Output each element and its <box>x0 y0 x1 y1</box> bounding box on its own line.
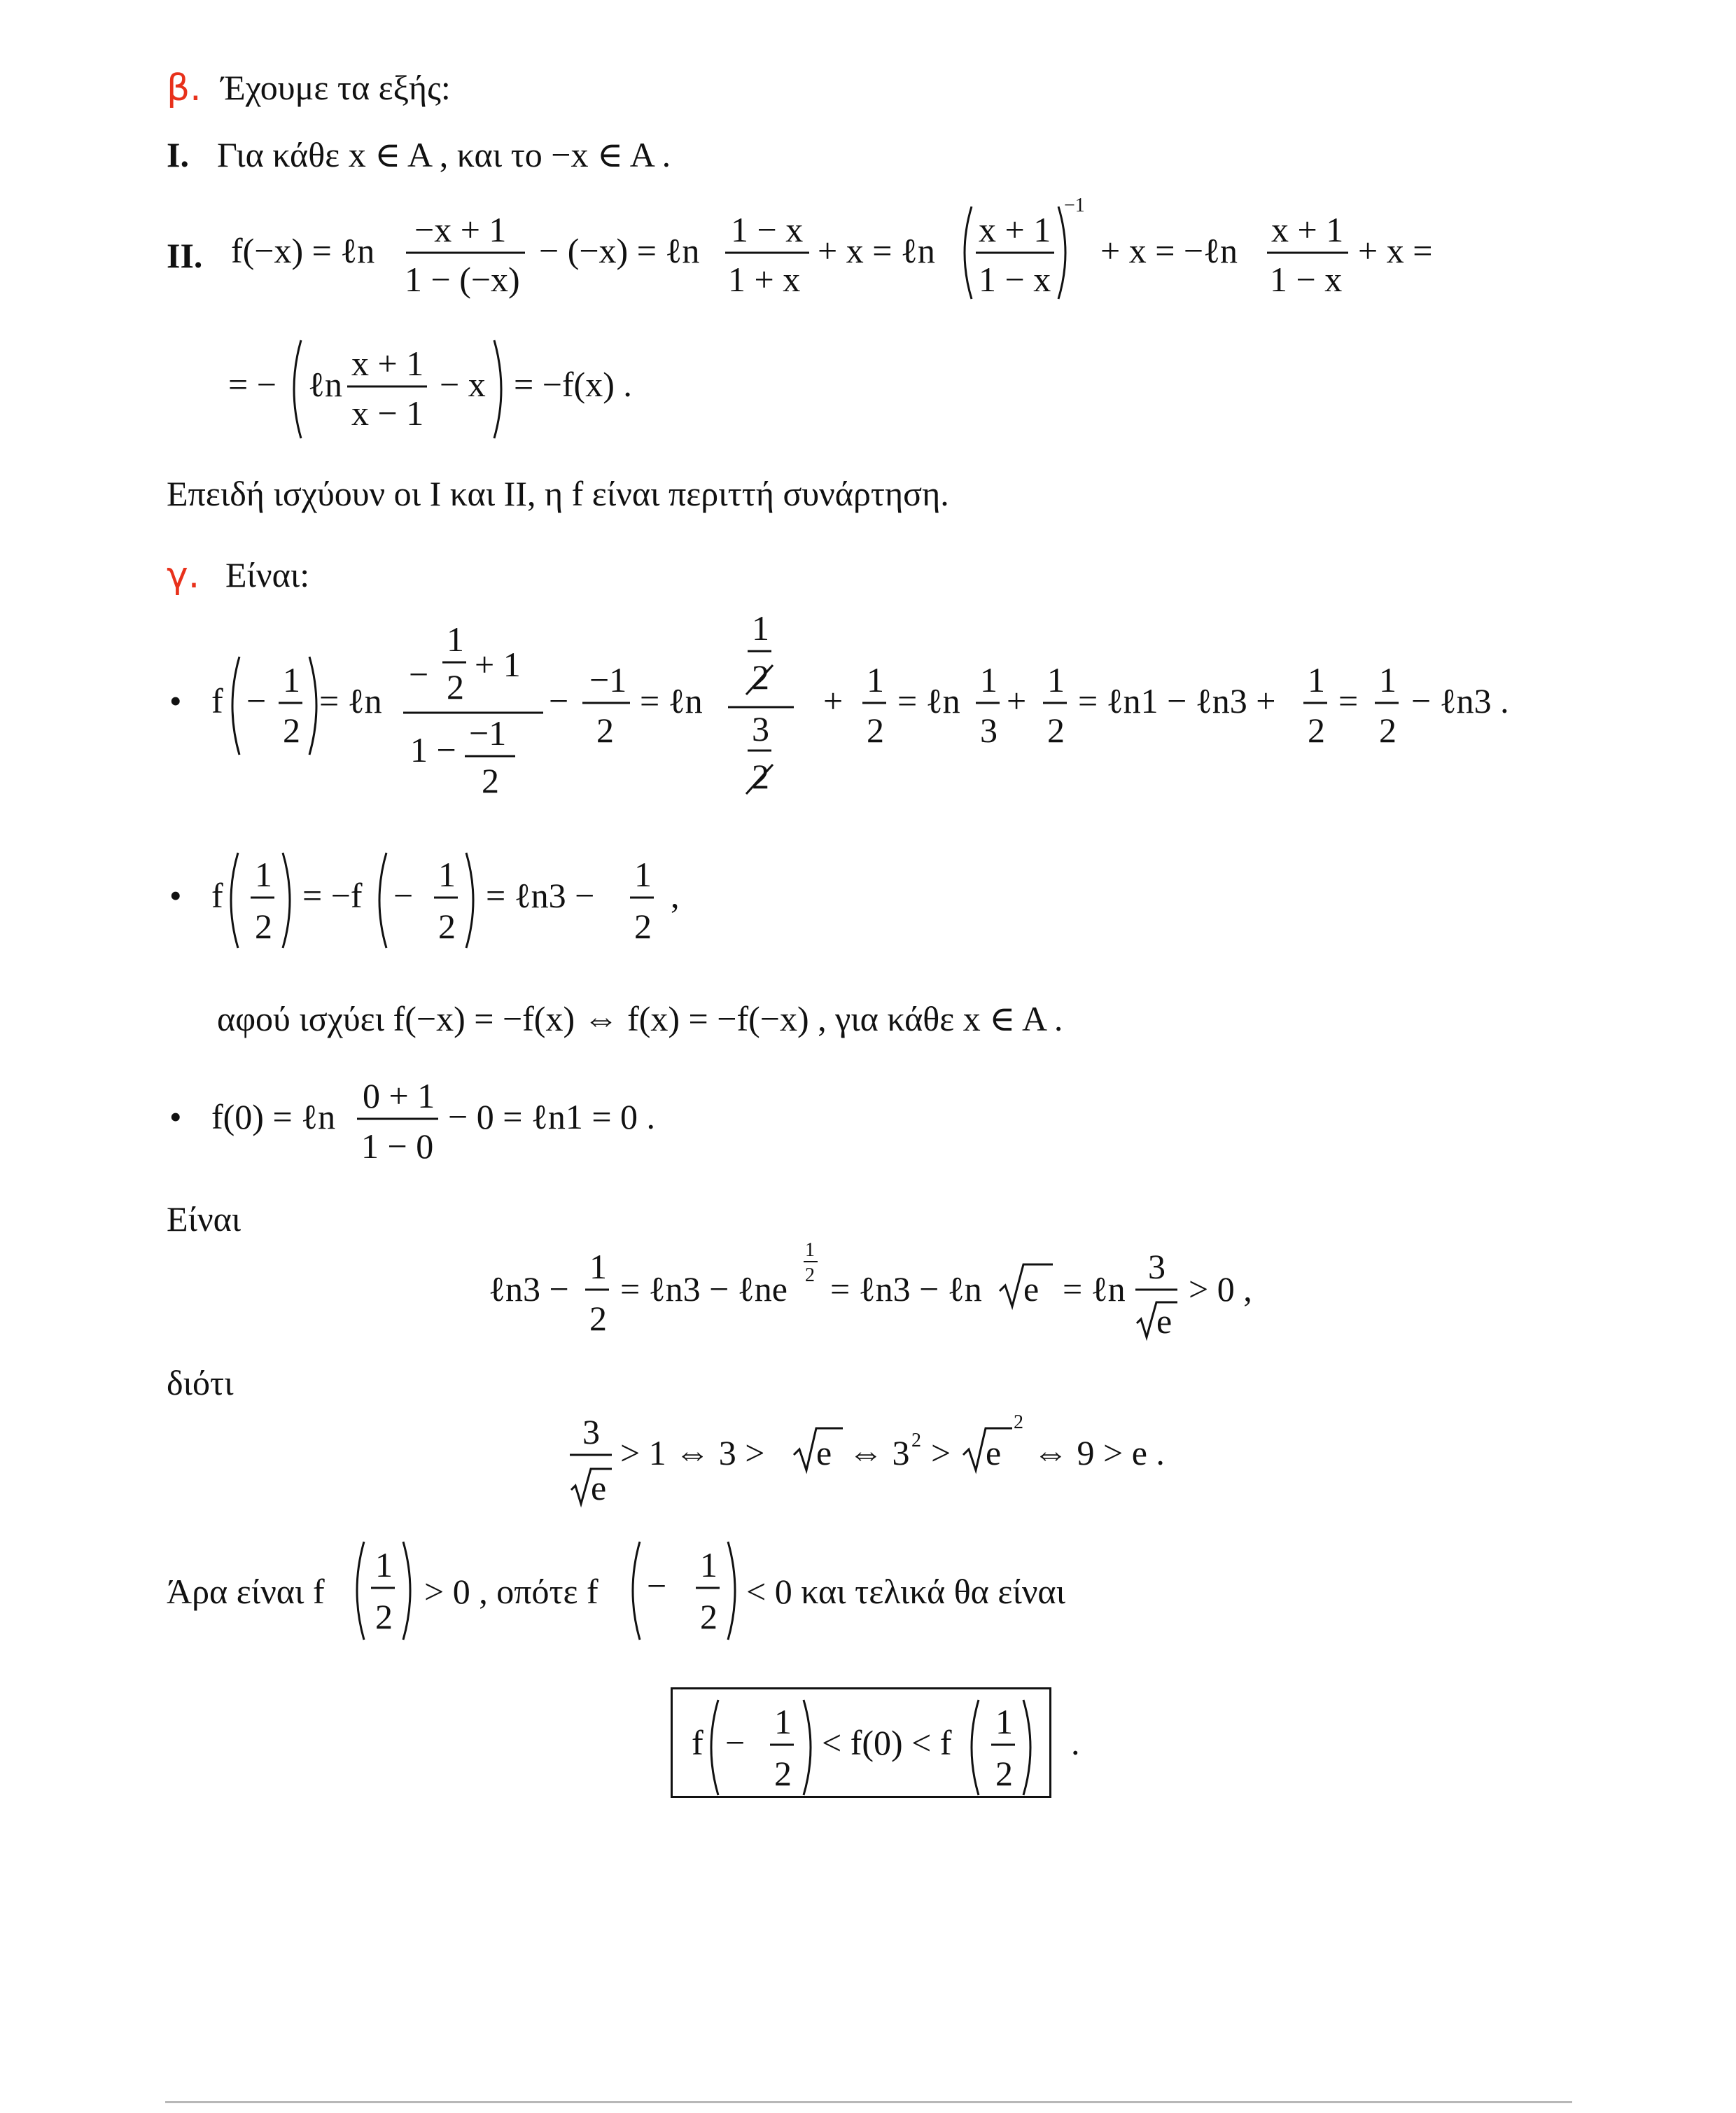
svg-text:1: 1 <box>255 855 272 894</box>
svg-text:f: f <box>211 681 223 720</box>
ara-end: < 0 και τελικά θα είναι <box>746 1572 1066 1611</box>
formula-gamma-bullet3 <box>169 1076 655 1166</box>
svg-text:e: e <box>816 1433 832 1472</box>
svg-text:2: 2 <box>283 711 300 750</box>
svg-text:−: − <box>409 655 429 694</box>
svg-text:2: 2 <box>1047 711 1065 750</box>
svg-text:1: 1 <box>447 620 464 659</box>
svg-text:1: 1 <box>438 855 456 894</box>
svg-text:−: − <box>725 1723 746 1762</box>
svg-text:3: 3 <box>582 1412 600 1451</box>
svg-text:= ℓn: = ℓn <box>319 681 382 720</box>
svg-text:− ℓn3 .: − ℓn3 . <box>1411 681 1509 720</box>
svg-text:+ x =: + x = <box>1358 231 1433 270</box>
svg-text:= ℓn: = ℓn <box>1063 1269 1126 1309</box>
formula-gamma-bullet2 <box>169 853 680 948</box>
gamma-label: γ. <box>167 555 200 597</box>
formula-ii-line2 <box>228 340 632 438</box>
svg-text:= ℓn3 − ℓne: = ℓn3 − ℓne <box>620 1269 788 1309</box>
svg-text:f(0) = ℓn: f(0) = ℓn <box>211 1097 336 1136</box>
svg-text:2: 2 <box>1308 711 1325 750</box>
svg-text:f: f <box>211 876 223 915</box>
svg-text:= ℓn1 − ℓn3 +: = ℓn1 − ℓn3 + <box>1078 681 1276 720</box>
svg-text:ℓn3 −: ℓn3 − <box>489 1269 569 1309</box>
svg-text:.: . <box>1071 1723 1080 1762</box>
svg-text:•: • <box>169 876 182 915</box>
formula-final <box>692 1700 1080 1795</box>
svg-text:2: 2 <box>438 907 456 946</box>
svg-text:1: 1 <box>589 1247 607 1286</box>
gamma-since-text: αφού ισχύει f(−x) = −f(x) ⇔ f(x) = −f(−x) , για κάθε x ∈ A . <box>217 999 1063 1038</box>
svg-text:1: 1 <box>1047 660 1065 699</box>
svg-text:e: e <box>986 1433 1002 1472</box>
svg-text:f(−x) = ℓn: f(−x) = ℓn <box>231 231 375 270</box>
svg-text:−1: −1 <box>1064 195 1085 216</box>
svg-text:1 −: 1 − <box>410 730 456 769</box>
formula-ara <box>357 1542 735 1640</box>
svg-text:1 + x: 1 + x <box>728 260 801 299</box>
svg-text:1 − 0: 1 − 0 <box>361 1127 434 1166</box>
svg-text:3: 3 <box>752 709 769 748</box>
beta-label: β. <box>167 67 202 109</box>
svg-text:=: = <box>1338 681 1359 720</box>
svg-text:2: 2 <box>589 1299 607 1338</box>
item-ii-label: II. <box>167 236 203 275</box>
svg-text:1: 1 <box>805 1239 815 1261</box>
svg-text:= −f(x) .: = −f(x) . <box>514 365 632 404</box>
svg-text:0 + 1: 0 + 1 <box>363 1076 435 1115</box>
svg-text:1: 1 <box>752 608 769 648</box>
svg-text:= −: = − <box>228 365 276 404</box>
svg-text:•: • <box>169 1097 182 1136</box>
svg-text:= ℓn: = ℓn <box>897 681 960 720</box>
ara-mid: > 0 , οπότε f <box>424 1572 598 1611</box>
svg-text:e: e <box>1023 1269 1040 1309</box>
formula-gamma-bullet1 <box>169 608 1509 800</box>
svg-text:1: 1 <box>634 855 652 894</box>
svg-text:+ x = ℓn: + x = ℓn <box>818 231 935 270</box>
svg-text:2: 2 <box>752 757 769 796</box>
beta-conclusion-text: Επειδή ισχύουν οι I και II, η f είναι περιττή συνάρτηση. <box>167 474 949 513</box>
formula-dioti <box>570 1411 1165 1507</box>
svg-text:+: + <box>1007 681 1027 720</box>
svg-text:⇔ 3: ⇔ 3 <box>848 1433 910 1472</box>
svg-text:1: 1 <box>700 1545 718 1584</box>
gamma-dioti-text: διότι <box>167 1363 234 1402</box>
svg-text:e: e <box>591 1468 607 1507</box>
svg-text:,: , <box>671 876 680 915</box>
svg-text:−1: −1 <box>589 660 627 699</box>
svg-text:1 − (−x): 1 − (−x) <box>405 260 520 299</box>
svg-text:2: 2 <box>867 711 884 750</box>
svg-text:f: f <box>692 1723 704 1762</box>
svg-text:−: − <box>246 681 267 720</box>
svg-text:< f(0) < f: < f(0) < f <box>822 1723 952 1762</box>
svg-text:2: 2 <box>700 1597 718 1636</box>
formula-ln3 <box>489 1239 1252 1341</box>
gamma-eimai-text: Είναι <box>167 1199 241 1239</box>
svg-text:− x: − x <box>440 365 486 404</box>
svg-text:2: 2 <box>995 1754 1013 1793</box>
svg-text:2: 2 <box>1379 711 1396 750</box>
svg-text:1 − x: 1 − x <box>1270 260 1343 299</box>
svg-text:+ 1: + 1 <box>475 645 521 684</box>
svg-text:−: − <box>393 876 414 915</box>
svg-text:1: 1 <box>867 660 884 699</box>
svg-text:x − 1: x − 1 <box>351 393 424 433</box>
svg-text:1 − x: 1 − x <box>979 260 1051 299</box>
item-i-text: Για κάθε x ∈ A , και το −x ∈ A . <box>217 135 671 174</box>
svg-text:1: 1 <box>1379 660 1396 699</box>
svg-text:2: 2 <box>911 1430 921 1451</box>
svg-text:x + 1: x + 1 <box>979 210 1051 249</box>
svg-text:−: − <box>549 681 569 720</box>
svg-text:1: 1 <box>980 660 997 699</box>
svg-text:+ x = −ℓn: + x = −ℓn <box>1100 231 1238 270</box>
svg-text:2: 2 <box>634 907 652 946</box>
svg-text:•: • <box>169 681 182 720</box>
svg-text:+: + <box>823 681 844 720</box>
gamma-intro: Είναι: <box>225 555 310 594</box>
svg-text:1: 1 <box>1308 660 1325 699</box>
svg-text:ℓn: ℓn <box>308 365 342 404</box>
svg-text:>: > <box>931 1433 951 1472</box>
svg-text:= −f: = −f <box>302 876 363 915</box>
beta-intro: Έχουμε τα εξής: <box>221 68 451 107</box>
svg-text:⇔ 9 > e .: ⇔ 9 > e . <box>1033 1433 1165 1472</box>
svg-text:2: 2 <box>805 1264 815 1286</box>
svg-text:−: − <box>647 1566 667 1605</box>
item-i-label: I. <box>167 135 189 174</box>
svg-text:3: 3 <box>980 711 997 750</box>
svg-text:2: 2 <box>375 1597 393 1636</box>
svg-text:2: 2 <box>1014 1411 1023 1433</box>
svg-text:> 1 ⇔ 3 >: > 1 ⇔ 3 > <box>620 1433 765 1472</box>
svg-text:−1: −1 <box>469 713 507 753</box>
svg-text:2: 2 <box>752 657 769 697</box>
svg-text:−x + 1: −x + 1 <box>414 210 507 249</box>
svg-text:1: 1 <box>375 1545 393 1584</box>
svg-text:1 − x: 1 − x <box>731 210 804 249</box>
svg-text:= ℓn: = ℓn <box>640 681 703 720</box>
svg-text:e: e <box>1156 1302 1172 1341</box>
svg-text:2: 2 <box>774 1754 792 1793</box>
svg-text:− 0 = ℓn1 = 0 .: − 0 = ℓn1 = 0 . <box>448 1097 656 1136</box>
svg-text:2: 2 <box>482 761 499 800</box>
svg-text:2: 2 <box>596 711 614 750</box>
svg-text:1: 1 <box>995 1702 1013 1741</box>
svg-text:2: 2 <box>447 667 464 706</box>
svg-text:> 0 ,: > 0 , <box>1189 1269 1252 1309</box>
ara-start: Άρα είναι f <box>167 1572 325 1611</box>
svg-text:1: 1 <box>774 1702 792 1741</box>
svg-text:x + 1: x + 1 <box>1271 210 1344 249</box>
svg-text:− (−x) = ℓn: − (−x) = ℓn <box>539 231 700 270</box>
svg-text:1: 1 <box>283 660 300 699</box>
svg-text:= ℓn3 − ℓn: = ℓn3 − ℓn <box>830 1269 982 1309</box>
svg-text:2: 2 <box>255 907 272 946</box>
svg-text:= ℓn3 −: = ℓn3 − <box>486 876 595 915</box>
svg-text:3: 3 <box>1148 1247 1166 1286</box>
formula-ii-line1 <box>231 195 1432 299</box>
svg-text:x + 1: x + 1 <box>351 344 424 383</box>
